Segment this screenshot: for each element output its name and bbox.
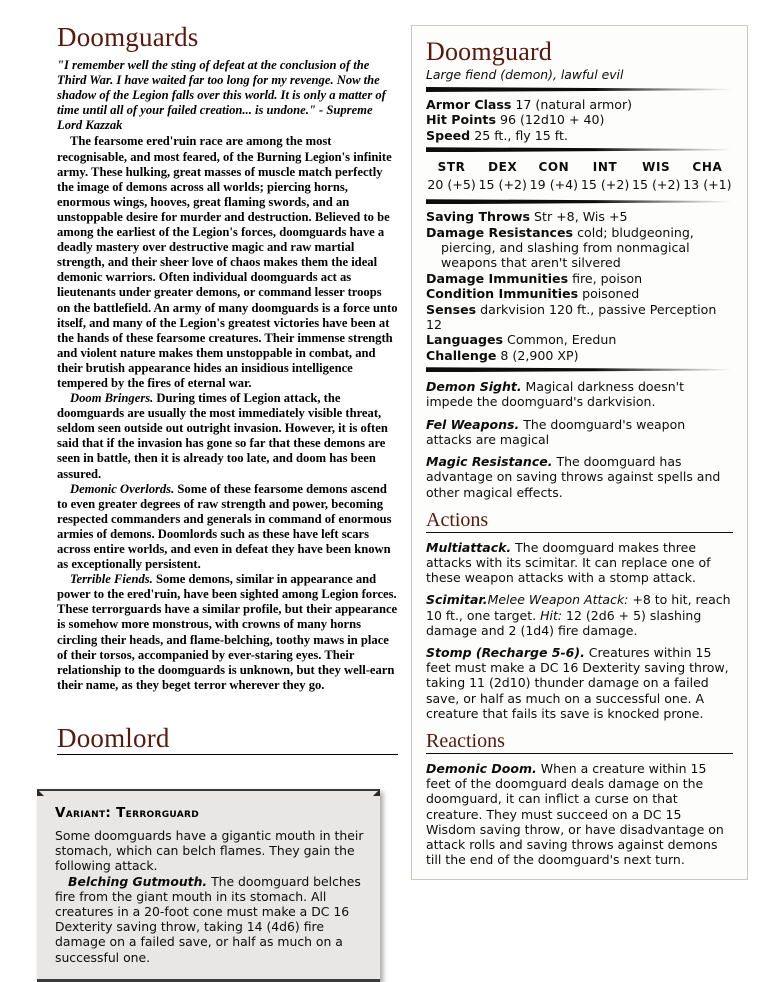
ability-scores-table bbox=[426, 157, 733, 195]
statblock-languages bbox=[426, 332, 733, 347]
variant-attack-text: The doomguard belches fire from the giant mouth in its stomach. All creatures in a 20-foot cone must make a DC 16 Dexterity saving throw, taking 14 (4d6) fire damage on a failed save, or half as much on a successful one. bbox=[55, 873, 361, 965]
action-hit-label: Hit: bbox=[540, 607, 563, 623]
reaction-text: When a creature within 15 feet of the doomguard deals damage on the doomguard, it can inflict a curse on that creature. They must succeed on a DC 15 Wisdom saving throw, or have disadvantage on attack rolls and saving throws against demons till the end of the doomguard's next turn. bbox=[426, 760, 724, 868]
lore-paragraph bbox=[57, 572, 398, 693]
statblock-damage-resistances bbox=[426, 225, 733, 271]
lore-quote: "I remember well the sting of defeat at the conclusion of the Third War. I have waited far too long for my revenge. Now the shadow of the Legion falls over this world. It is only a matter of time until all of your failed creation... is undone." - Supreme Lord Kazzak bbox=[57, 58, 386, 133]
condition-immunities-label: Condition Immunities bbox=[426, 286, 579, 302]
ability-header-str: STR bbox=[437, 160, 466, 175]
armor-class-value: 17 (natural armor) bbox=[511, 97, 633, 112]
statblock bbox=[411, 25, 748, 880]
challenge-label: Challenge bbox=[426, 347, 497, 363]
ability-value-str: 20 (+5) bbox=[427, 177, 476, 193]
statblock-creature-name: Doomguard bbox=[426, 37, 552, 66]
statblock-condition-immunities bbox=[426, 286, 733, 301]
trait-text: The doomguard's weapon attacks are magical bbox=[426, 416, 686, 447]
action-hit-text: 12 (2d6 + 5) slashing damage and 2 (1d4) fire damage. bbox=[426, 607, 702, 638]
tapered-rule-divider bbox=[426, 367, 733, 372]
action-text: The doomguard makes three attacks with its scimitar. It can replace one of these weapon attacks with a stomp attack. bbox=[426, 539, 711, 586]
trait-text: Magical darkness doesn't impede the doomguard's darkvision. bbox=[426, 379, 685, 410]
ability-header-cha: CHA bbox=[692, 160, 723, 175]
ability-header-con: CON bbox=[538, 160, 570, 175]
lore-column bbox=[57, 22, 398, 762]
action-attack-type: Melee Weapon Attack: bbox=[487, 592, 629, 608]
tapered-rule-divider bbox=[426, 147, 733, 152]
statblock-actions-title: Actions bbox=[426, 509, 733, 533]
statblock-armor-class bbox=[426, 97, 733, 112]
statblock-challenge bbox=[426, 348, 733, 363]
speed-label: Speed bbox=[426, 127, 471, 143]
trait-name: Magic Resistance. bbox=[426, 454, 553, 470]
statblock-reactions-title: Reactions bbox=[426, 730, 733, 754]
trait-demon-sight bbox=[426, 379, 733, 409]
lore-paragraph-text: During times of Legion attack, the doomguards are usually the most immediately visible threat, seldom seen outside out outright invasion. However, it is often said that if the invasion has gone so far that these demons are seen in battle, then it is already too late, and doom has been assured. bbox=[57, 391, 388, 481]
lore-paragraph bbox=[57, 391, 398, 482]
action-text: +8 to hit, reach 10 ft., one target. bbox=[426, 592, 731, 623]
statblock-speed bbox=[426, 128, 733, 143]
lore-paragraph bbox=[57, 482, 398, 573]
statblock-damage-immunities bbox=[426, 271, 733, 286]
action-text: Creatures within 15 feet must make a DC 16 Dexterity saving throw, taking 11 (2d10) thunder damage on a failed save, or half as much on a successful one. A creature that fails its save is knocked prone. bbox=[426, 644, 729, 721]
ability-header-dex: DEX bbox=[488, 160, 518, 175]
variant-attack-name: Belching Gutmouth. bbox=[68, 873, 208, 889]
trait-text: The doomguard has advantage on saving throws against spells and other magical effects. bbox=[426, 454, 721, 500]
action-name: Stomp (Recharge 5-6). bbox=[426, 644, 585, 660]
trait-fel-weapons bbox=[426, 417, 733, 447]
ability-header-int: INT bbox=[592, 160, 618, 175]
statblock-hit-points bbox=[426, 112, 733, 127]
action-scimitar bbox=[426, 592, 733, 638]
ability-value-con: 19 (+4) bbox=[529, 177, 579, 193]
tapered-rule-divider bbox=[426, 199, 733, 204]
saving-throws-label: Saving Throws bbox=[426, 209, 531, 225]
lore-paragraph bbox=[57, 134, 398, 391]
lore-paragraph-run-in: Terrible Fiends. bbox=[70, 572, 153, 587]
variant-title: Variant: Terrorguard bbox=[55, 805, 200, 821]
ability-value-row bbox=[426, 176, 733, 195]
saving-throws-value: Str +8, Wis +5 bbox=[530, 209, 628, 225]
lore-paragraph-text: The fearsome ered'ruin race are among the most recognisable, and most feared, of the Burning Legion's infinite army. These hulking, great masses of muscle match perfectly the image of demons across all worlds; piercing horns, enormous wings, hooves, great flaming swords, and an unstoppable desire for murder and destruction. Believed to be among the earliest of the Legion's forces, doomguards have a deadly mastery over destructive magic and raw martial strength, and their sheer love of chaos makes them the ideal demonic warriors. Often individual doomguards act as lieutenants under greater demons, or command lesser troops on the battlefield. An army of many doomguards is a force unto itself, and many of the Legion's greatest victories have been at the hands of these fearsome creatures. Their immense strength and violent nature makes them unstoppable in combat, and their brutish appearance hides an insidious intelligence tempered by the fires of eternal war. bbox=[57, 134, 398, 390]
challenge-value: 8 (2,900 XP) bbox=[496, 347, 579, 363]
damage-immunities-label: Damage Immunities bbox=[426, 270, 569, 286]
lore-paragraph-run-in: Doom Bringers. bbox=[70, 391, 154, 406]
action-multiattack bbox=[426, 540, 733, 586]
armor-class-label: Armor Class bbox=[426, 97, 512, 112]
senses-label: Senses bbox=[426, 301, 477, 317]
tapered-rule-divider bbox=[426, 87, 733, 92]
action-name: Scimitar. bbox=[426, 592, 488, 608]
statblock-saving-throws bbox=[426, 209, 733, 224]
variant-sidebar-box bbox=[37, 789, 380, 982]
ability-value-int: 15 (+2) bbox=[580, 177, 630, 193]
ability-header-row bbox=[426, 157, 733, 176]
lore-paragraph-run-in: Demonic Overlords. bbox=[70, 481, 175, 496]
section-spacer bbox=[57, 693, 398, 723]
ability-value-cha: 13 (+1) bbox=[683, 177, 732, 193]
statblock-senses bbox=[426, 302, 733, 333]
ability-value-dex: 15 (+2) bbox=[478, 177, 527, 193]
statblock-reactions bbox=[426, 761, 733, 867]
senses-value: darkvision 120 ft., passive Perception 12 bbox=[426, 301, 717, 333]
reaction-name: Demonic Doom. bbox=[426, 760, 537, 776]
trait-name: Demon Sight. bbox=[426, 379, 522, 395]
speed-value: 25 ft., fly 15 ft. bbox=[470, 127, 568, 143]
variant-attack-paragraph bbox=[55, 874, 364, 965]
page-title: Doomguards bbox=[57, 22, 199, 52]
statblock-actions bbox=[426, 540, 733, 721]
statblock-creature-meta: Large fiend (demon), lawful evil bbox=[426, 67, 624, 82]
section-title-doomlord: Doomlord bbox=[57, 723, 398, 755]
hit-points-label: Hit Points bbox=[426, 112, 496, 128]
damage-immunities-value: fire, poison bbox=[568, 270, 643, 286]
lore-paragraph-text: Some demons, similar in appearance and power to the ered'ruin, have been sighted among Legion forces. These terrorguards have a similar profile, but their appearance is somehow more monstrous, with crowns of many horns circling their heads, and flame-belching, toothy maws in place of their torsos, accompanied by ever-staring eyes. Their relationship to the doomguards is unknown, but they well-earn their name, as they beget terror wherever they go. bbox=[57, 572, 398, 692]
variant-intro-text: Some doomguards have a gigantic mouth in their stomach, which can belch flames. They gain the following attack. bbox=[55, 828, 364, 874]
reaction-demonic-doom bbox=[426, 761, 733, 867]
lore-paragraph-text: Some of these fearsome demons ascend to even greater degrees of raw strength and power, becoming respected commanders and generals in command of enormous armies of demons. Doomlords such as these have left scars across entire worlds, and even in defeat they have been known as exceptionally persistent. bbox=[57, 481, 392, 572]
languages-value: Common, Eredun bbox=[503, 332, 617, 348]
trait-name: Fel Weapons. bbox=[426, 416, 520, 432]
statblock-traits bbox=[426, 379, 733, 499]
damage-resistances-label: Damage Resistances bbox=[426, 224, 574, 240]
condition-immunities-value: poisoned bbox=[578, 286, 640, 302]
ability-value-wis: 15 (+2) bbox=[631, 177, 681, 193]
damage-resistances-value: cold; bludgeoning, piercing, and slashing from nonmagical weapons that aren't silvered bbox=[441, 224, 694, 271]
trait-magic-resistance bbox=[426, 454, 733, 500]
action-name: Multiattack. bbox=[426, 539, 512, 555]
hit-points-value: 96 (12d10 + 40) bbox=[495, 112, 605, 128]
action-stomp bbox=[426, 645, 733, 721]
ability-header-wis: WIS bbox=[642, 160, 671, 175]
languages-label: Languages bbox=[426, 332, 504, 348]
